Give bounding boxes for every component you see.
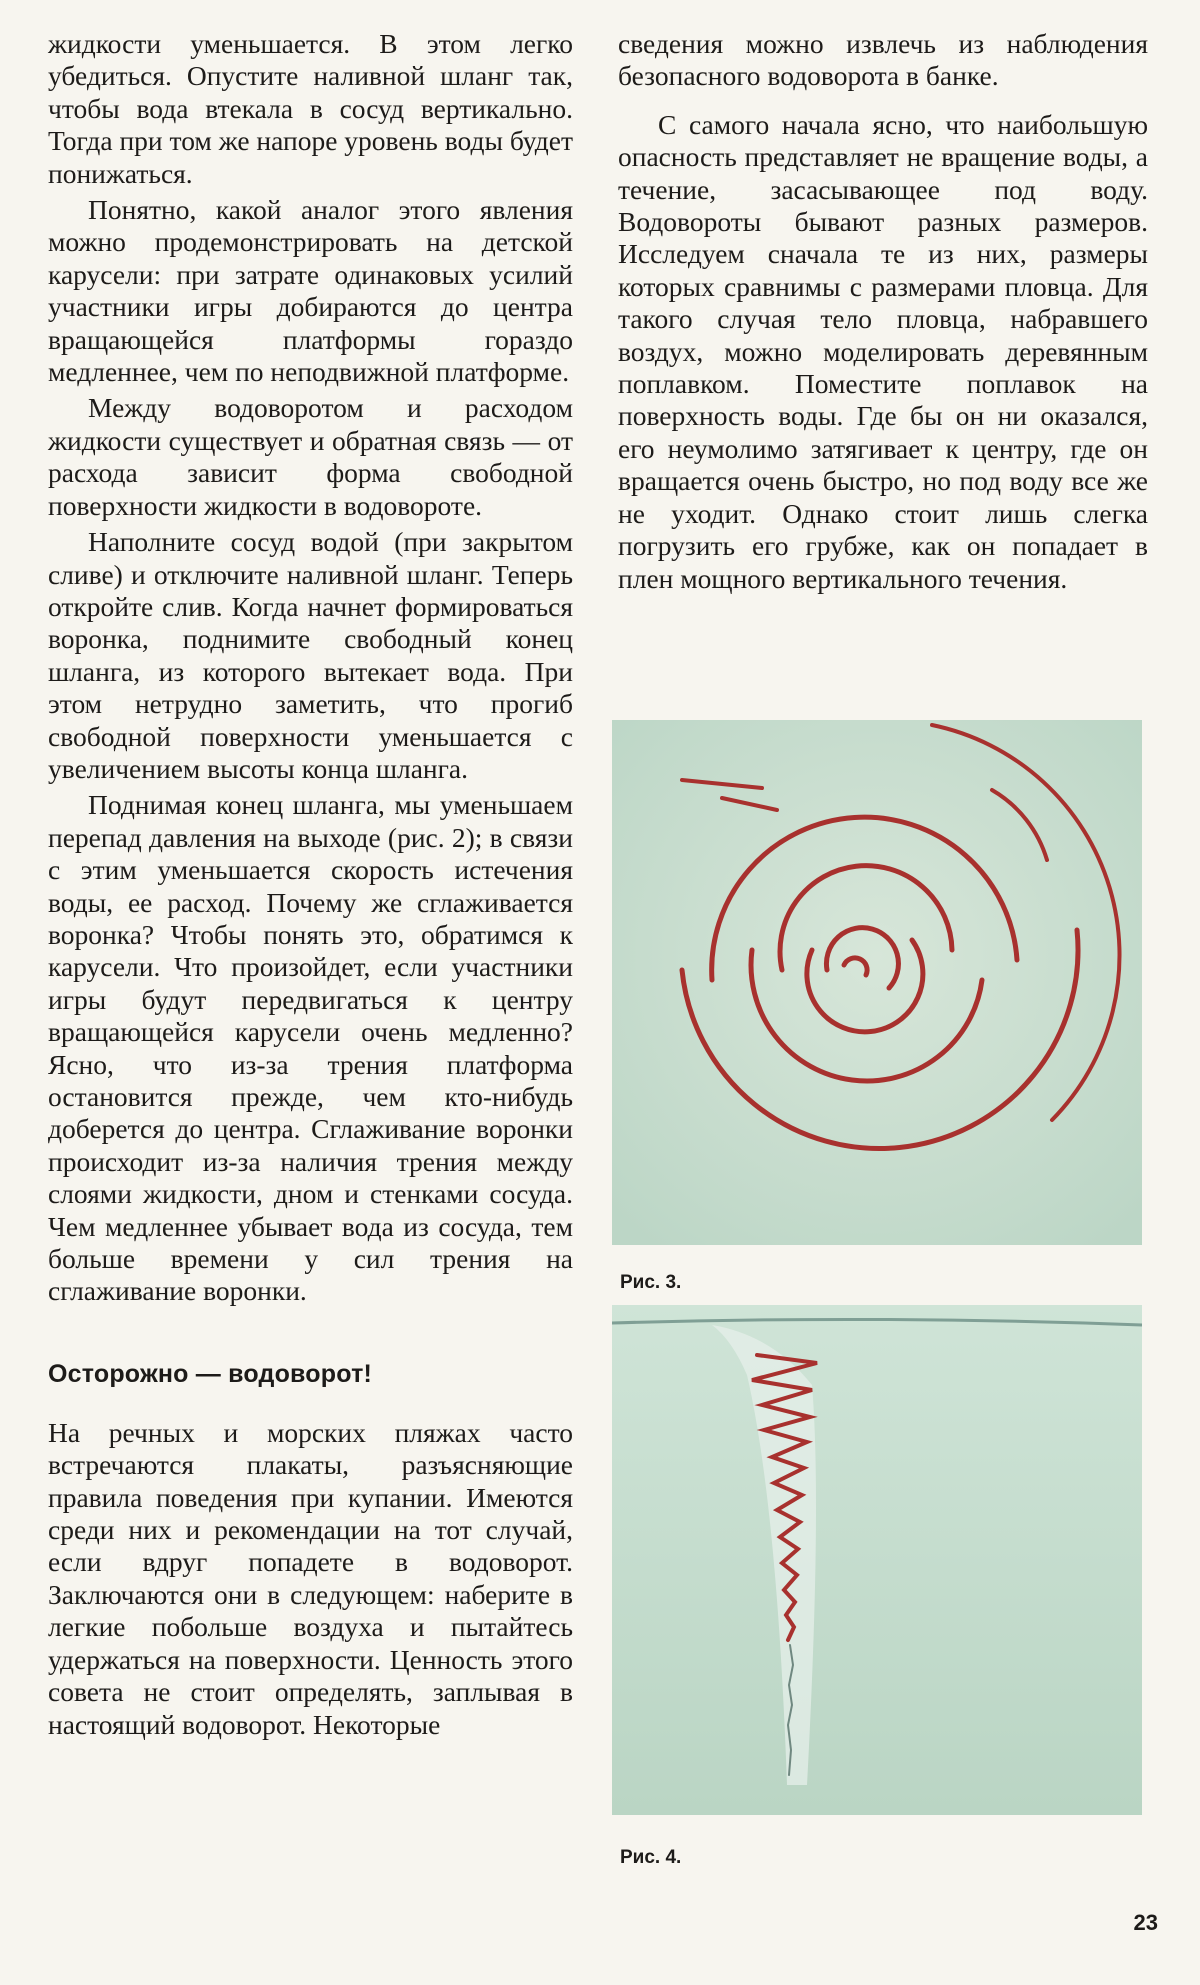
figure-3-spiral-photo (612, 720, 1142, 1245)
paragraph: С самого начала ясно, что наибольшую опасность представляет не вращение воды, а течение, засасывающее под воду. Водовороты бывают разных размеров. Исследуем сначала те из них, размеры которых сравнимы с размерами пловца. Для такого случая тело пловца, набравшего воздух, можно моделировать деревянным поплавком. Поместите поплавок на поверхность воды. Где бы он ни оказался, его неумолимо затягивает к центру, где он вращается очень быстро, но под воду все же не уходит. Однако стоит лишь слегка погрузить его грубже, как он попадает в плен мощного вертикального течения. (618, 108, 1148, 594)
paragraph: сведения можно извлечь из наблюдения безопасного водоворота в банке. (618, 28, 1148, 92)
section-heading: Осторожно — водоворот! (48, 1359, 373, 1388)
spiral-illustration (612, 720, 1142, 1245)
vortex-illustration (612, 1305, 1142, 1815)
left-column (48, 28, 573, 1745)
paragraph: Поднимая конец шланга, мы уменьшаем перепад давления на выходе (рис. 2); в связи с этим уменьшается скорость истечения воды, ее расход. Почему же сглаживается воронка? Чтобы понять это, обратимся к карусели. Что произойдет, если участники игры будут передвигаться к центру вращающейся карусели очень медленно? Ясно, что из-за трения платформа остановится прежде, чем кто-нибудь доберется до центра. Сглаживание воронки происходит из-за наличия трения между слоями жидкости, дном и стенками сосуда. Чем медленнее убывает вода из сосуда, тем больше времени у сил трения на сглаживание воронки. (48, 789, 573, 1307)
paragraph: На речных и морских пляжах часто встречаются плакаты, разъясняющие правила поведения при купании. Имеются среди них и рекомендации на тот случай, если вдруг попадете в водоворот. Заключаются они в следующем: наберите в легкие побольше воздуха и пытайтесь удержаться на поверхности. Ценность этого совета не стоит определять, заплывая в настоящий водоворот. Некоторые (48, 1416, 573, 1740)
page-number: 23 (1133, 1910, 1158, 1935)
figure-4-vortex-photo (612, 1305, 1142, 1815)
paragraph: Между водоворотом и расходом жидкости существует и обратная связь — от расхода зависит форма свободной поверхности жидкости в водовороте. (48, 392, 573, 521)
paragraph: Понятно, какой аналог этого явления можно продемонстрировать на детской карусели: при затрате одинаковых усилий участники игры добираются до центра вращающейся платформы гораздо медленнее, чем по неподвижной платформе. (48, 194, 573, 388)
figure-4-caption: Рис. 4. (620, 1847, 682, 1868)
paragraph: жидкости уменьшается. В этом легко убедиться. Опустите наливной шланг так, чтобы вода втекала в сосуд вертикально. Тогда при том же напоре уровень воды будет понижаться. (48, 28, 573, 189)
figure-3-caption: Рис. 3. (620, 1272, 682, 1293)
paragraph: Наполните сосуд водой (при закрытом сливе) и отключите наливной шланг. Теперь откройте слив. Когда начнет формироваться воронка, поднимите свободный конец шланга, из которого вытекает вода. При этом нетрудно заметить, что прогиб свободной поверхности уменьшается с увеличением высоты конца шланга. (48, 526, 573, 784)
right-column (618, 28, 1148, 599)
